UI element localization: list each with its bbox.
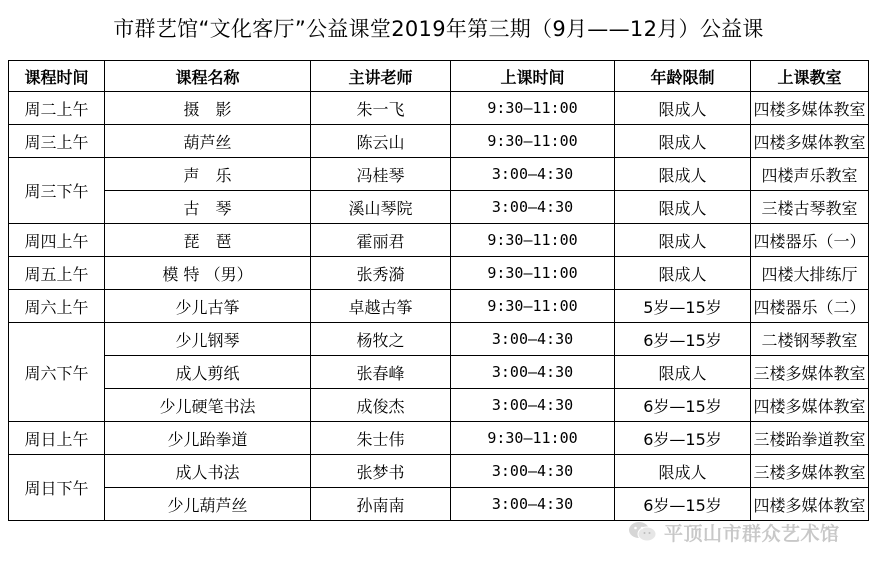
header-room: 上课教室 [751, 61, 869, 92]
cell-teacher: 陈云山 [311, 125, 451, 158]
cell-teacher: 朱一飞 [311, 92, 451, 125]
cell-time: 3:00—4:30 [451, 356, 615, 389]
cell-age: 限成人 [615, 257, 751, 290]
cell-age: 限成人 [615, 92, 751, 125]
cell-day: 周二上午 [9, 92, 105, 125]
table-row [9, 422, 869, 455]
cell-room: 四楼大排练厅 [751, 257, 869, 290]
cell-room: 四楼器乐（一） [751, 224, 869, 257]
cell-teacher: 张梦书 [311, 455, 451, 488]
cell-course: 少儿跆拳道 [105, 422, 311, 455]
cell-course: 少儿古筝 [105, 290, 311, 323]
table-row [9, 125, 869, 158]
table-row [9, 290, 869, 323]
cell-course: 古 琴 [105, 191, 311, 224]
cell-day: 周六上午 [9, 290, 105, 323]
cell-time: 9:30—11:00 [451, 290, 615, 323]
cell-teacher: 朱士伟 [311, 422, 451, 455]
cell-time: 9:30—11:00 [451, 422, 615, 455]
cell-room: 四楼声乐教室 [751, 158, 869, 191]
cell-time: 9:30—11:00 [451, 224, 615, 257]
cell-age: 限成人 [615, 455, 751, 488]
cell-age: 限成人 [615, 224, 751, 257]
cell-teacher: 卓越古筝 [311, 290, 451, 323]
cell-room: 四楼多媒体教室 [751, 389, 869, 422]
cell-day: 周五上午 [9, 257, 105, 290]
cell-age: 5岁—15岁 [615, 290, 751, 323]
cell-teacher: 冯桂琴 [311, 158, 451, 191]
cell-course: 成人书法 [105, 455, 311, 488]
cell-time: 9:30—11:00 [451, 125, 615, 158]
cell-course: 模 特 （男） [105, 257, 311, 290]
header-course: 课程名称 [105, 61, 311, 92]
watermark [628, 512, 868, 552]
cell-course: 琵 琶 [105, 224, 311, 257]
header-time: 上课时间 [451, 61, 615, 92]
cell-teacher: 孙南南 [311, 488, 451, 521]
cell-teacher: 张春峰 [311, 356, 451, 389]
table-row [9, 158, 869, 191]
cell-course: 声 乐 [105, 158, 311, 191]
cell-room: 四楼器乐（二） [751, 290, 869, 323]
schedule-table [8, 60, 869, 521]
cell-room: 三楼多媒体教室 [751, 356, 869, 389]
cell-room: 四楼多媒体教室 [751, 125, 869, 158]
cell-age: 6岁—15岁 [615, 422, 751, 455]
cell-time: 3:00—4:30 [451, 389, 615, 422]
cell-teacher: 溪山琴院 [311, 191, 451, 224]
cell-course: 少儿硬笔书法 [105, 389, 311, 422]
cell-teacher: 张秀漪 [311, 257, 451, 290]
cell-room: 二楼钢琴教室 [751, 323, 869, 356]
cell-time: 3:00—4:30 [451, 158, 615, 191]
cell-age: 6岁—15岁 [615, 488, 751, 521]
cell-teacher: 霍丽君 [311, 224, 451, 257]
cell-day: 周四上午 [9, 224, 105, 257]
cell-age: 6岁—15岁 [615, 389, 751, 422]
table-row [9, 356, 869, 389]
cell-time: 9:30—11:00 [451, 257, 615, 290]
watermark-text: 平顶山市群众艺术馆 [664, 522, 840, 545]
cell-time: 3:00—4:30 [451, 191, 615, 224]
cell-day: 周日上午 [9, 422, 105, 455]
header-teacher: 主讲老师 [311, 61, 451, 92]
cell-room: 三楼多媒体教室 [751, 455, 869, 488]
cell-teacher: 杨牧之 [311, 323, 451, 356]
cell-time: 3:00—4:30 [451, 455, 615, 488]
cell-day: 周日下午 [9, 455, 105, 521]
cell-course: 葫芦丝 [105, 125, 311, 158]
cell-age: 限成人 [615, 356, 751, 389]
cell-room: 三楼跆拳道教室 [751, 422, 869, 455]
cell-time: 3:00—4:30 [451, 488, 615, 521]
table-row [9, 224, 869, 257]
cell-day: 周三下午 [9, 158, 105, 224]
table-row [9, 389, 869, 422]
cell-room: 三楼古琴教室 [751, 191, 869, 224]
header-day: 课程时间 [9, 61, 105, 92]
table-row [9, 92, 869, 125]
cell-course: 少儿钢琴 [105, 323, 311, 356]
page-title: 市群艺馆“文化客厅”公益课堂2019年第三期（9月——12月）公益课 [113, 17, 764, 41]
header-age: 年龄限制 [615, 61, 751, 92]
cell-teacher: 成俊杰 [311, 389, 451, 422]
table-header-row [9, 61, 869, 92]
cell-age: 限成人 [615, 158, 751, 191]
cell-age: 限成人 [615, 125, 751, 158]
cell-day: 周六下午 [9, 323, 105, 422]
cell-time: 9:30—11:00 [451, 92, 615, 125]
cell-room: 四楼多媒体教室 [751, 488, 869, 521]
table-row [9, 455, 869, 488]
table-row [9, 191, 869, 224]
cell-day: 周三上午 [9, 125, 105, 158]
cell-course: 少儿葫芦丝 [105, 488, 311, 521]
wechat-icon [628, 520, 658, 544]
cell-course: 成人剪纸 [105, 356, 311, 389]
cell-time: 3:00—4:30 [451, 323, 615, 356]
cell-room: 四楼多媒体教室 [751, 92, 869, 125]
table-row [9, 257, 869, 290]
cell-age: 6岁—15岁 [615, 323, 751, 356]
cell-course: 摄 影 [105, 92, 311, 125]
table-row [9, 323, 869, 356]
cell-age: 限成人 [615, 191, 751, 224]
